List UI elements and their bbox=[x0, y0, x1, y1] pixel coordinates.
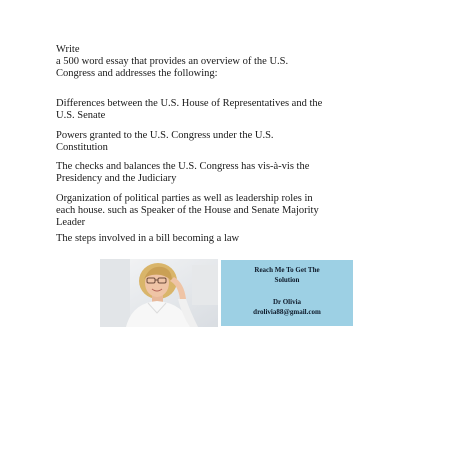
requirement-line: U.S. Senate bbox=[56, 110, 106, 121]
requirement-powers bbox=[56, 130, 406, 154]
assignment-intro bbox=[56, 44, 406, 80]
requirement-line: each house. such as Speaker of the House and Senate Majority bbox=[56, 205, 319, 216]
tutor-photo bbox=[100, 259, 218, 327]
tutor-photo-illustration bbox=[100, 259, 218, 327]
intro-line: Congress and addresses the following: bbox=[56, 68, 218, 79]
intro-line: a 500 word essay that provides an overview of the U.S. bbox=[56, 56, 289, 67]
intro-line: Write bbox=[56, 44, 80, 55]
requirement-line: Presidency and the Judiciary bbox=[56, 173, 177, 184]
contact-card bbox=[221, 260, 353, 326]
requirement-line: Constitution bbox=[56, 142, 108, 153]
contact-email[interactable]: drolivia88@gmail.com bbox=[253, 308, 321, 316]
requirement-checks-balances bbox=[56, 161, 406, 185]
requirement-line: Powers granted to the U.S. Congress under the U.S. bbox=[56, 130, 274, 141]
requirement-line: The steps involved in a bill becoming a law bbox=[56, 233, 240, 244]
requirement-line: Differences between the U.S. House of Representatives and the bbox=[56, 98, 323, 109]
contact-banner bbox=[100, 259, 353, 327]
requirement-house-vs-senate bbox=[56, 98, 406, 122]
contact-heading-line: Reach Me To Get The bbox=[254, 266, 320, 274]
contact-name: Dr Olivia bbox=[272, 298, 302, 306]
requirement-line: Leader bbox=[56, 217, 86, 228]
requirement-line: The checks and balances the U.S. Congress has vis-à-vis the bbox=[56, 161, 310, 172]
requirement-line: Organization of political parties as well as leadership roles in bbox=[56, 193, 313, 204]
requirement-bill-steps bbox=[56, 233, 406, 245]
contact-heading-line: Solution bbox=[274, 276, 300, 284]
requirement-party-organization bbox=[56, 193, 406, 229]
